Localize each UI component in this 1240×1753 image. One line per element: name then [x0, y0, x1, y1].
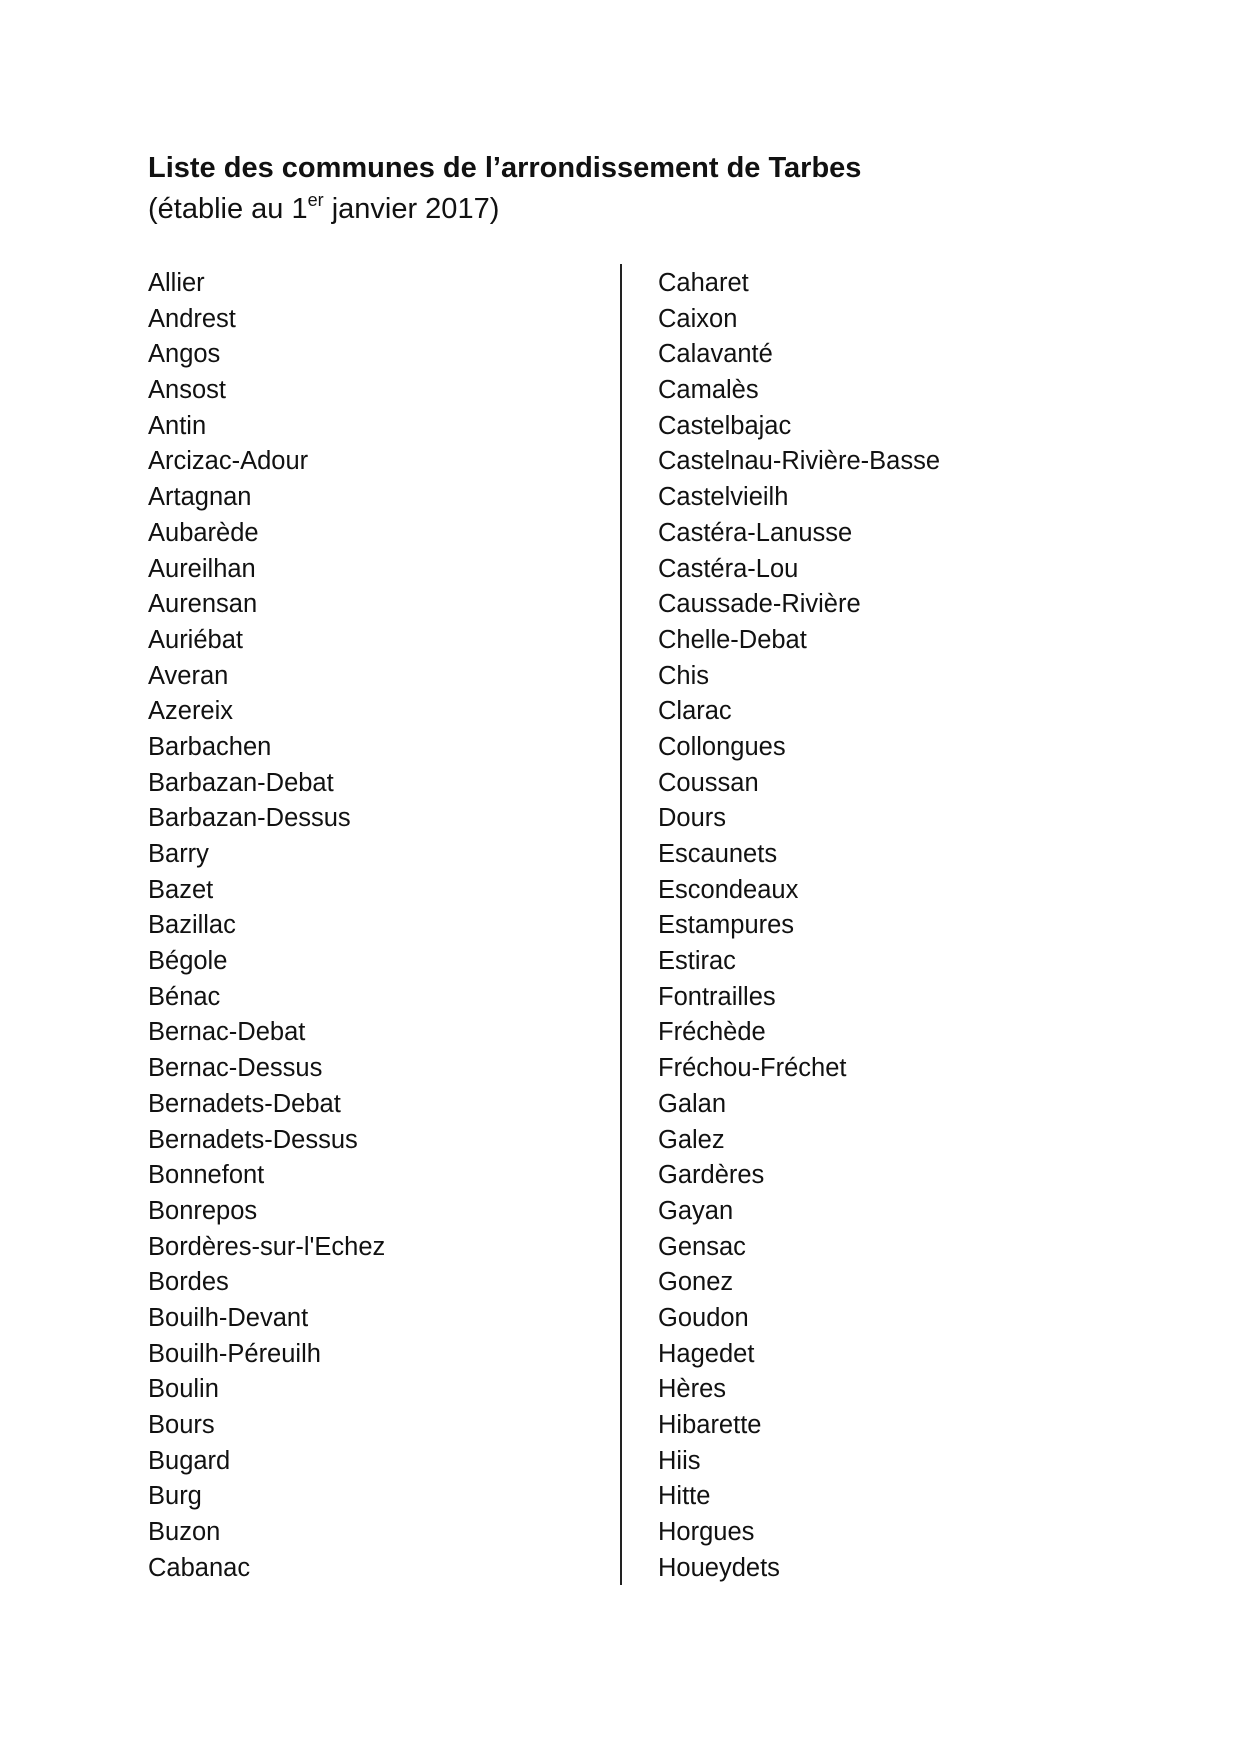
- commune-list-item: Bonrepos: [148, 1196, 258, 1225]
- commune-list-item: Hiis: [658, 1446, 701, 1475]
- column-divider: [620, 264, 622, 1585]
- subtitle-superscript: er: [307, 190, 324, 210]
- commune-list-item: Chis: [658, 661, 710, 690]
- commune-list-item: Bernadets-Debat: [148, 1089, 341, 1118]
- commune-list-item: Barbachen: [148, 732, 272, 761]
- commune-list-item: Castéra-Lou: [658, 554, 799, 583]
- commune-list-item: Barry: [148, 840, 209, 868]
- commune-list-item: Clarac: [658, 697, 732, 726]
- commune-list-item: Castelnau-Rivière-Basse: [658, 447, 941, 476]
- document-title: Liste des communes de l’arrondissement de Tarbes: [148, 152, 862, 184]
- commune-list-item: Angos: [148, 340, 221, 369]
- commune-list-item: Andrest: [148, 304, 236, 333]
- commune-list-item: Calavanté: [658, 340, 773, 369]
- commune-list-item: Hères: [658, 1375, 727, 1404]
- commune-list-item: Bonnefont: [148, 1161, 265, 1190]
- commune-list-item: Gonez: [658, 1268, 734, 1297]
- commune-list-item: Bégole: [148, 947, 228, 976]
- commune-list-item: Castelbajac: [658, 411, 792, 440]
- commune-list-item: Galan: [658, 1089, 727, 1118]
- commune-list-item: Galez: [658, 1125, 725, 1154]
- commune-list-item: Boulin: [148, 1375, 219, 1404]
- commune-list-item: Burg: [148, 1482, 202, 1511]
- commune-list-item: Aureilhan: [148, 554, 256, 583]
- commune-list-item: Escondeaux: [658, 875, 799, 904]
- commune-list-item: Caharet: [658, 269, 749, 297]
- commune-list-item: Castelvieilh: [658, 483, 789, 512]
- commune-list-item: Bernac-Debat: [148, 1018, 306, 1047]
- commune-list-item: Averan: [148, 661, 229, 690]
- commune-list-item: Aurensan: [148, 590, 258, 619]
- commune-list-item: Caussade-Rivière: [658, 590, 861, 619]
- commune-list-item: Gensac: [658, 1232, 746, 1261]
- commune-list-item: Auriébat: [148, 625, 243, 654]
- commune-list-item: Coussan: [658, 768, 759, 797]
- commune-list-item: Camalès: [658, 376, 759, 405]
- commune-list-item: Bugard: [148, 1446, 231, 1475]
- document-subtitle: [148, 191, 499, 227]
- communes-left-column: [148, 266, 385, 1586]
- commune-list-item: Fréchou-Fréchet: [658, 1054, 847, 1083]
- commune-list-item: Ansost: [148, 376, 226, 405]
- commune-list-item: Estampures: [658, 911, 795, 940]
- commune-list-item: Houeydets: [658, 1553, 780, 1582]
- commune-list-item: Fontrailles: [658, 982, 776, 1011]
- commune-list-item: Barbazan-Debat: [148, 768, 334, 797]
- commune-list-item: Bours: [148, 1411, 215, 1439]
- commune-list-item: Azereix: [148, 697, 234, 726]
- commune-list-item: Buzon: [148, 1518, 221, 1547]
- commune-list-item: Gayan: [658, 1196, 734, 1225]
- subtitle-suffix: janvier 2017): [323, 193, 500, 225]
- communes-right-column: [658, 266, 940, 1586]
- commune-list-item: Bouilh-Péreuilh: [148, 1339, 321, 1368]
- commune-list-item: Bordères-sur-l'Echez: [148, 1232, 386, 1261]
- commune-list-item: Escaunets: [658, 840, 778, 868]
- commune-list-item: Gardères: [658, 1161, 765, 1190]
- commune-list-item: Bazillac: [148, 911, 236, 940]
- commune-list-item: Hagedet: [658, 1339, 755, 1368]
- commune-list-item: Bernadets-Dessus: [148, 1125, 358, 1154]
- commune-list-item: Fréchède: [658, 1018, 766, 1047]
- commune-list-item: Chelle-Debat: [658, 625, 807, 654]
- commune-list-item: Cabanac: [148, 1553, 251, 1582]
- commune-list-item: Hibarette: [658, 1411, 762, 1439]
- commune-list-item: Bernac-Dessus: [148, 1054, 323, 1083]
- commune-list-item: Horgues: [658, 1518, 755, 1547]
- commune-list-item: Goudon: [658, 1303, 749, 1332]
- commune-list-item: Aubarède: [148, 518, 259, 547]
- commune-list-item: Dours: [658, 804, 727, 833]
- commune-list-item: Bordes: [148, 1268, 229, 1297]
- commune-list-item: Arcizac-Adour: [148, 447, 309, 476]
- commune-list-item: Estirac: [658, 947, 736, 976]
- commune-list-item: Barbazan-Dessus: [148, 804, 351, 833]
- commune-list-item: Bouilh-Devant: [148, 1303, 309, 1332]
- commune-list-item: Allier: [148, 269, 205, 297]
- commune-list-item: Collongues: [658, 732, 786, 761]
- commune-list-item: Bazet: [148, 875, 214, 904]
- commune-list-item: Artagnan: [148, 483, 252, 512]
- commune-list-item: Hitte: [658, 1482, 711, 1511]
- commune-list-item: Caixon: [658, 304, 738, 333]
- subtitle-prefix: (établie au 1: [148, 193, 308, 225]
- commune-list-item: Bénac: [148, 982, 221, 1011]
- commune-list-item: Castéra-Lanusse: [658, 518, 853, 547]
- commune-list-item: Antin: [148, 411, 207, 440]
